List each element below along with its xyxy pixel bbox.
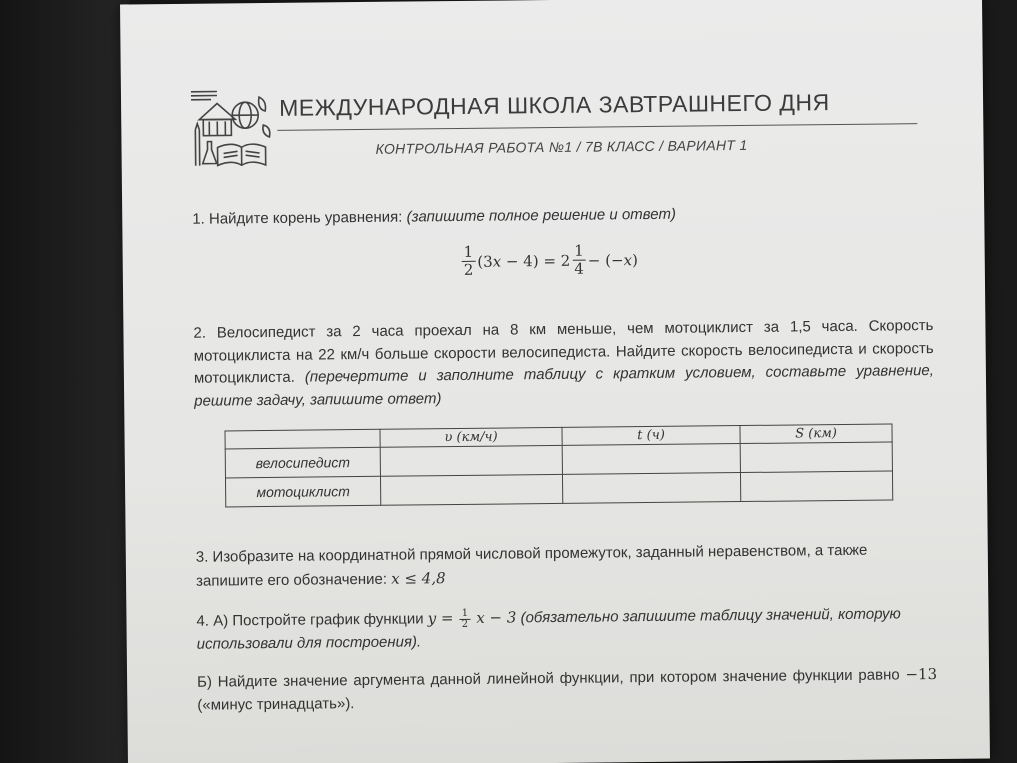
task-1-equation xyxy=(460,242,639,279)
task-2 xyxy=(193,315,934,413)
table-header-cell: υ (км/ч) xyxy=(380,427,562,447)
test-title: КОНТРОЛЬНАЯ РАБОТА №1 / 7В КЛАСС / ВАРИАНТ 1 xyxy=(375,136,748,157)
task-4a xyxy=(196,602,936,656)
table-cell xyxy=(562,444,740,475)
table-row xyxy=(225,471,892,507)
table-cell xyxy=(380,474,562,505)
task-1-text: 1. Найдите корень уравнения: xyxy=(192,208,403,228)
equation-left-part: (3𝑥 − 4) = 2 xyxy=(477,251,571,271)
table-cell xyxy=(562,473,740,504)
task-3 xyxy=(196,539,936,593)
task-3-text: 3. Изобразите на координатной прямой числовой промежуток, заданный неравенством, а также запишите его обозначение: xyxy=(195,541,868,590)
table-row-label: велосипедист xyxy=(225,447,380,478)
task-4b-text: Б) Найдите значение аргумента данной линейной функции, при котором значение функции равно xyxy=(197,666,900,691)
task-1 xyxy=(192,201,932,231)
table-header-cell: S (км) xyxy=(740,424,892,444)
table-header-cell: t (ч) xyxy=(562,426,740,446)
function-fraction: $\frac{1}{2}$ xyxy=(461,607,469,630)
task-4b xyxy=(197,663,937,717)
header-divider xyxy=(277,123,917,131)
fraction-half: $\frac{1}{2}$ xyxy=(463,242,474,279)
task-4a-hint: (обязательно запишите таблицу значений, которую использовали для построения). xyxy=(196,605,901,653)
task-3-inequality: 𝑥 ≤ 4,8 xyxy=(391,568,446,588)
table-cell xyxy=(740,471,892,502)
task-4b-tail: («минус тринадцать»). xyxy=(197,694,355,714)
test-paper-sheet xyxy=(120,0,990,763)
task-2-hint: (перечертите и заполните таблицу с кратким условием, составьте уравнение, решите задачу, запишите ответ) xyxy=(194,362,934,410)
table-header-cell xyxy=(225,429,380,449)
school-name: МЕЖДУНАРОДНАЯ ШКОЛА ЗАВТРАШНЕГО ДНЯ xyxy=(278,89,830,121)
table-cell xyxy=(380,445,562,476)
school-emblem-icon xyxy=(187,85,274,172)
task-4a-text: 4. А) Постройте график функции xyxy=(196,610,424,630)
dark-background-left xyxy=(0,0,130,763)
equation-right-part: − (−𝑥) xyxy=(587,250,639,270)
task-2-text: 2. Велосипедист за 2 часа проехал на 8 км меньше, чем мотоциклист за 1,5 часа. Скорость мотоциклиста на 22 км/ч больше скорости велосипедиста. Найдите скорость велосипедиста и скорость мотоциклиста. xyxy=(193,317,934,387)
table-cell xyxy=(740,442,892,473)
task-4b-value: −13 xyxy=(905,664,938,684)
table-row-label: мотоциклист xyxy=(225,476,380,507)
condition-table xyxy=(224,423,893,507)
fraction-quarter: $\frac{1}{4}$ xyxy=(574,241,585,278)
function-left: 𝑦 = xyxy=(427,609,454,628)
function-right: 𝑥 − 3 xyxy=(476,608,517,627)
task-1-hint: (запишите полное решение и ответ) xyxy=(406,205,676,226)
